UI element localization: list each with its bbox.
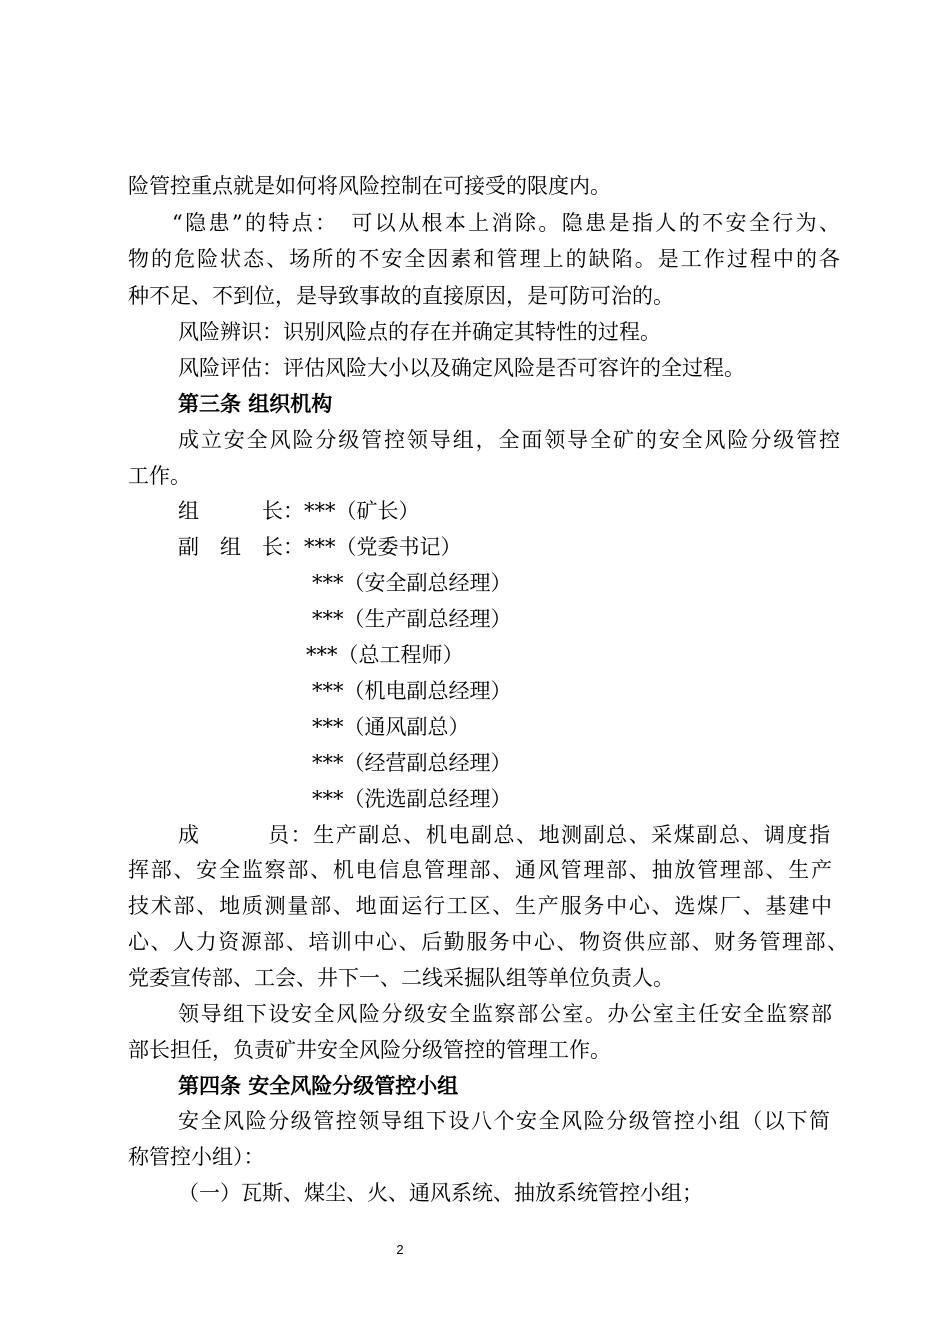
org-deputy-line: ***（经营副总经理） xyxy=(312,751,512,775)
org-deputy-line: ***（生产副总经理） xyxy=(312,607,512,631)
paragraph-line: 风险评估：评估风险大小以及确定风险是否可容许的全过程。 xyxy=(178,356,745,380)
org-deputy-line: ***（安全副总经理） xyxy=(312,571,512,595)
org-deputy-line: ***（机电副总经理） xyxy=(312,679,512,703)
paragraph-line: 挥部、安全监察部、机电信息管理部、通风管理部、抽放管理部、生产 xyxy=(128,858,832,882)
paragraph-line: “隐患”的特点： 可以从根本上消除。隐患是指人的不安全行为、 xyxy=(172,211,840,235)
org-deputy-line: 副 组 长：***（党委书记） xyxy=(178,535,462,559)
page-number: 2 xyxy=(396,1242,404,1257)
org-members-line: 成 员：生产副总、机电副总、地测副总、采煤副总、调度指 xyxy=(178,823,830,847)
section-heading: 第四条 安全风险分级管控小组 xyxy=(178,1073,459,1098)
org-deputy-line: ***（总工程师） xyxy=(306,643,464,667)
list-item: （一）瓦斯、煤尘、火、通风系统、抽放系统管控小组； xyxy=(178,1181,703,1205)
paragraph-line: 物的危险状态、场所的不安全因素和管理上的缺陷。是工作过程中的各 xyxy=(128,247,840,271)
paragraph-line: 成立安全风险分级管控领导组，全面领导全矿的安全风险分级管控 xyxy=(178,428,840,452)
section-heading: 第三条 组织机构 xyxy=(178,391,333,416)
paragraph-line: 党委宣传部、工会、井下一、二线采掘队组等单位负责人。 xyxy=(128,966,674,990)
paragraph-line: 工作。 xyxy=(128,464,191,488)
paragraph-line: 技术部、地质测量部、地面运行工区、生产服务中心、选煤厂、基建中 xyxy=(128,894,832,918)
paragraph-line: 种不足、不到位，是导致事故的直接原因，是可防可治的。 xyxy=(128,284,674,308)
org-deputy-line: ***（通风副总） xyxy=(312,715,470,739)
org-leader-line: 组 长：***（矿长） xyxy=(178,499,420,523)
paragraph-line: 部长担任，负责矿井安全风险分级管控的管理工作。 xyxy=(128,1038,611,1062)
paragraph-line: 称管控小组）： xyxy=(128,1145,265,1169)
paragraph-line: 心、人力资源部、培训中心、后勤服务中心、物资供应部、财务管理部、 xyxy=(128,930,848,954)
paragraph-line: 安全风险分级管控领导组下设八个安全风险分级管控小组（以下简 xyxy=(178,1109,830,1133)
paragraph-line: 风险辨识：识别风险点的存在并确定其特性的过程。 xyxy=(178,320,661,344)
paragraph-line: 险管控重点就是如何将风险控制在可接受的限度内。 xyxy=(128,174,611,198)
paragraph-line: 领导组下设安全风险分级安全监察部公室。办公室主任安全监察部 xyxy=(178,1002,832,1026)
org-deputy-line: ***（洗选副总经理） xyxy=(312,787,512,811)
